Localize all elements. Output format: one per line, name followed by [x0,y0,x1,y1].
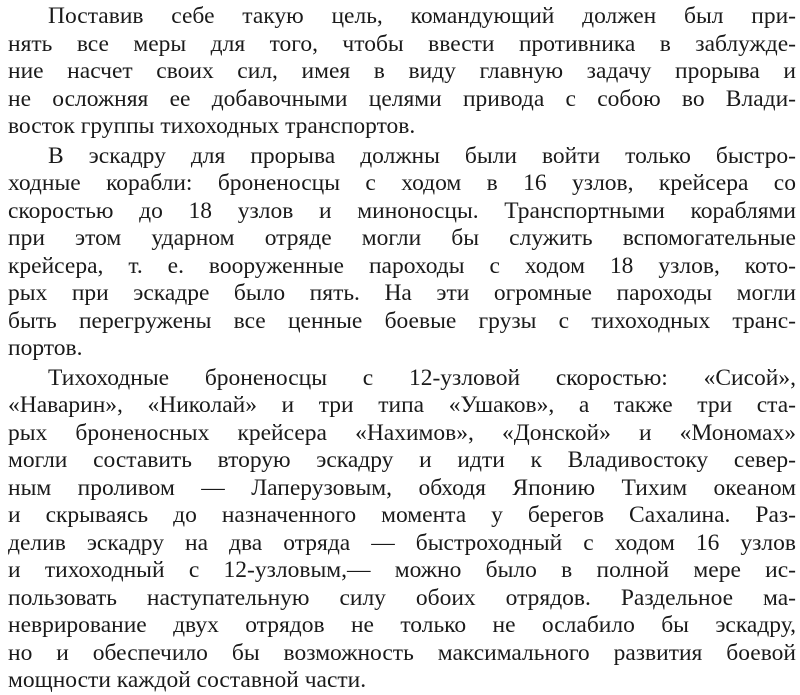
text-line: ние насчет своих сил, имея в виду главную задачу прорыва и [8,58,796,84]
text-line: при этом ударном отряде могли бы служить вспомогательные [8,225,796,251]
text-line: не осложняя ее добавочными целями привода с собою во Влади- [8,85,796,112]
text-line: В эскадру для прорыва должны были войти только быстро- [48,142,796,169]
text-line: пользовать наступательную силу обоих отрядов. Раздельное ма- [8,584,796,611]
paragraph-2 [8,143,796,363]
text-line: рых при эскадре было пять. На эти огромные пароходы могли [8,280,796,306]
text-line: делив эскадру на два отряда — быстроходный с ходом 16 узлов [8,529,796,556]
text-line: восток группы тихоходных транспортов. [8,113,416,139]
text-line: рых броненосных крейсера «Нахимов», «Донской» и «Мономах» [8,419,796,446]
text-line: могли составить вторую эскадру и идти к Владивостоку север- [8,447,796,473]
text-line: неврирование двух отрядов не только не ослабило бы эскадру, [8,612,796,638]
text-line: мощности каждой составной части. [8,667,367,693]
text-line: и тихоходный с 12-узловым,— можно было в полной мере ис- [8,557,796,583]
paragraph-3 [8,365,796,695]
paragraph-1 [8,3,796,141]
text-line: скоростью до 18 узлов и миноносцы. Транспортными кораблями [8,197,796,224]
text-line: «Наварин», «Николай» и три типа «Ушаков», а также три ста- [8,392,796,418]
text-line: ным проливом — Лаперузовым, обходя Японию Тихим океаном [8,474,796,501]
text-line: и скрываясь до назначенного момента у берегов Сахалина. Раз- [8,502,796,528]
text-line: ходные корабли: броненосцы с ходом в 16 узлов, крейсера со [8,170,796,196]
text-line: Тихоходные броненосцы с 12-узловой скоростью: «Сисой», [48,364,796,391]
text-line: портов. [8,335,83,361]
text-line: нять все меры для того, чтобы ввести противника в заблужде- [8,30,796,57]
text-line: крейсера, т. е. вооруженные пароходы с ходом 18 узлов, кото- [8,252,796,279]
text-line: быть перегружены все ценные боевые грузы с тихоходных транс- [8,307,796,334]
text-line: но и обеспечило бы возможность максимального развития боевой [8,639,796,666]
text-line: Поставив себе такую цель, командующий должен был при- [48,3,796,29]
